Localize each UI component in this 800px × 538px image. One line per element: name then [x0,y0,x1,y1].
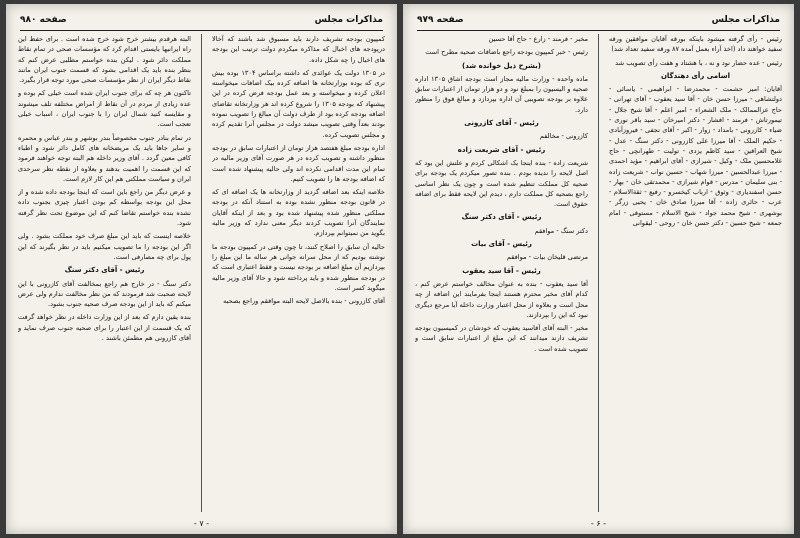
speaker-heading: رئیس - آقای دکتر سنگ [64,266,145,275]
speaker-heading: رئیس - آقای شریعت زاده [457,145,546,154]
paragraph: رئیس - رأی گرفته میشود باینکه بورقه آقایان موافقین ورقه سفید خواهند داد (اخذ آراء بعمل آمده ۸۷ ورقه سفید تعداد شد) [609,35,782,54]
left-page [6,4,397,534]
paragraph: در تمام بنادر جنوب مخصوصاً بندر بوشهر و بندر عباس و محمره و سایر جاها باید یک مریضخانه های کامل دائر شود و اطباء کافی معین گردد . آقای وزیر داخله هم البته توجه خواهند فرمود که این قسمت را اهمیت بدهند و بعلاوه از نقطه نظر سرحدی ایران و سیاست مملکتی هم این کار لازم است. [18,133,191,183]
right-page-header [417,12,780,31]
left-page-header [20,12,383,31]
voters-list: آقایان: امیر حشمت - محمدرضا - ابراهیمی - یاسائی - دولتشاهی - میرزا حسن خان - آقا سید یعقوب - آقای تهرانی - حاج عزالممالک - ملک الشعراء - امیر اعلم - آقا شیخ جلال - تیمورتاش - فرمند - افشار - دکتر امیرخان - سید باقر نوری - ضیاء - کازرونی - بامداد - زوار - اکبر - آقای نجفی - فیروزآبادی - حکیم الملک - آقا میرزا علی کازرونی - دکتر سنگ - عدل - شیخ العراقین - سید کاظم یزدی - تولیت - طهرانچی - حاج غلامحسین ملک - وکیل - شیرازی - آقای ابراهیم - مؤید احمدی - میرزا عبدالحسین - میرزا شهاب - حسین نواب - شریعت زاده - بنی سلیمان - مدرس - قوام شیرازی - محمدتقی خان - بهار - حسن اسفندیاری - وثوق - ارباب کیخسرو - رفیع - ثقةالاسلام - عرب - حائری زاده - آقا میرزا صادق خان - یحیی زرگر - بوشهری - شیخ محمد جواد - شیخ الاسلام - مستوفی - امام جمعه - شیخ حسین - دکتر حسن خان - روحی - لیقوانی [609,85,782,228]
paragraph: کازرونی - مخالفم [539,132,588,141]
speaker-heading: رئیس - آقای بیات [471,240,532,249]
reading-note: (بشرح ذیل خوانده شد) [462,61,541,70]
speaker-heading: رئیس - آقای کازرونی [464,119,539,128]
paragraph: مخبر - فرمند - زارع - حاج آقا حسین [488,35,588,43]
right-page-right-column [609,34,782,512]
left-page-right-column [212,34,385,512]
speaker-heading: رئیس - آقای دکتر سنگ [461,213,542,222]
left-page-left-column [18,34,191,512]
paragraph: شریعت زاده - بنده اینجا یک اشکالی کردم و علتش این بود که اصل لایحه را ندیده بودم . بنده تصور میکردم یک بودجه برای صحیه کل مملکت تنظیم شده است و چون یک نظر اساسی راجع بصحیه کل مملکت دارم ، دیدم این لایحه فقط برای اضافه حقوق است. [415,158,588,209]
paragraph: کمپیون بودجه تشریف دارند باید مسبوق شد باشند که آخالا درپودجه های اخبال که مذاکره میکردم دولت ترتیب این بودجه های اخبال را چه شکل داده. [212,35,385,64]
paragraph: مرتضی قلیخان بیات - موافقم [506,253,588,262]
paragraph: تاکنون هر چه که برای جنوب ایران شده است خیلی کم بوده و عده زیادی از مردم در آن نقاط از امراض مختلفه تلف میشوند و مقایسه کنید شمال ایران را با جنوب ایران ، اسباب خیلی تعجب است. [18,89,191,129]
paragraph: خلاصه اینکه بعد اضافه گردید از وزارتخانه ها یک اضافه ای که در قانون بودجه منظور نشده بوده به استناد آنکه در بودجه مملکتی منظور شده پیشنهاد شده بود و بعد از اینکه آقایان نمایندگان آنرا تصویب کردند دیگر معنی ندارد که وزیر مالیه بگوید من نمیتوانم بپردازم. [212,188,385,238]
voters-heading: اسامی رأی دهندگان [660,71,731,80]
paragraph: آقا سید یعقوب - بنده به عنوان مخالف خواستم عرض کنم ، کدام آقای مخبر محترم هستند اینجا بفرمایند این اضافه از چه محل است و بعلاوه از محل اعتبار وزارت داخله آیا مرجع دیگری نبود که این را بپردازند. [415,279,588,319]
book-spread [6,4,794,534]
speaker-heading: رئیس - آقا سید یعقوب [462,266,541,275]
right-header-title: مذاکرات مجلس [711,15,780,25]
paragraph: رئیس - عده حضار نود و نه ، با هشتاد و هفت رأی تصویب شد [615,58,782,67]
paragraph: رئیس - خبر کمپیون بودجه راجع باضافات صحیه مطرح است [425,48,588,57]
left-header-title: مذاکرات مجلس [314,15,383,25]
paragraph: البته هرقدم بیشتر خرج شود خرج شده است . برای حفظ این راه ایرانیها بایستی اقدام کرد که مؤسسات صحی در تمام نقاط مملکت دائر شود . لیکن بنده خواستم مطلبی عرض کنم که بنظر بنده باید یک اقدامی بشود که قسمت جنوب ایران مانند نقاط دیگر ایران از نظر مؤسسات صحی مورد توجه قرار بگیرد. [18,35,191,85]
paragraph: اداره بودجه مبلغ هفتصد هزار تومان از اعتبارات سابق در بودجه منظور داشته و تصویب کرده در هر صورت آقای وزیر مالیه در تمام این مدت اقدامی نکرده اند ولی حالیه پیشنهاد شده است که اضافه بودجه ها را تصویب کنیم. [212,143,385,183]
right-page [403,4,794,534]
paragraph: دکتر سنگ - در خارج هم راجع بمخالفت آقای کازرونی با این لایحه صحبت شد فرمودند که من نظر مخالفت ندارم ولی عرض میکنم که باید از این بودجه صرف صحیه جنوب بشود. [18,279,191,309]
paragraph: مخبر - البته آقای آقاسید یعقوب که خودشان در کمیسیون بودجه تشریف دارند میدانند که این مبلغ از اعتبارات سابق است و تصویب شده است . [415,324,588,353]
paragraph: ماده واحده - وزارت مالیه مجاز است بودجه اشاق ۱۳۰۵ اداره صحیه و الیسیون را بمبلغ نود و دو هزار تومان از اعتبارات سابق علاوه بر بودجه تصویبی آن اداره بپردازد و مبالغ فوق را منظور دارد. [415,74,588,114]
left-page-footer: - ۷ - [193,519,210,528]
left-header-page-number: صفحه ۹۸۰ [20,15,67,25]
paragraph: آقای کازرونی - بنده بالاصل لایحه البته موافقم وراجع بصحبه [223,297,385,306]
paragraph: حالیه آن سابق را اصلاح کنند، تا چون وقتی در کمپیون بودجه ما نوشته بودیم که از محل سرانه جوانی هر ساله ما این مبلغ را بپردازیم آن مبلغ اضافه بر بودجه نیست و فقط اعتباری است که در بودجه منظور شده و باید پرداخته شود و حالا آقای وزیر مالیه میگوید کسر است. [212,242,385,292]
right-page-footer: - ۶ - [590,519,607,528]
column-divider [598,34,599,512]
column-divider [201,34,202,512]
right-page-columns [415,34,782,512]
paragraph: دکتر سنگ - موافقم [534,226,588,235]
right-page-left-column [415,34,588,512]
paragraph: بنده یقین دارم که بعد از این وزارت داخله در نظر خواهد گرفت که یک قسمت از این اعتبار را برای صحیه جنوب صرف نماید و آقای کازرونی هم مطمئن باشند . [18,313,191,343]
paragraph: در ۱۳۰۵ دولت یک عوائدی که داشته براساس ۱۳۰۴ بوده بیش تری که بوده بوزارتخانه ها اضافه کرده بیک اضافات میخواسته اعلان کرده و میخواسته و بعد عمل بودجه فرض کرده در این پیشنهاد که بودجه ۱۳۰۵ را شروع کرده اند هر وزارتخانه تقاضای اضافه بودجه کرده بود از طرف دولت آن مبالغ را تصویب نموده بودند بعداً وقتی تصویب میشد دولت در مجلس آنرا تقدیم کرده و مجلس تصویب کرده. [212,68,385,139]
right-header-page-number: صفحه ۹۷۹ [417,15,464,25]
paragraph: خلاصه اینست که باید این مبلغ صرف خود مملکت بشود . ولی اگر این بودجه را ما تصویب میکنیم باید در نظر بگیرند که این پول برای چه مصارفی است. [18,232,191,261]
paragraph: و عرض دیگر من راجع باین است که اینجا بودجه داده شده و از محل این بودجه بواسطه کم بودن اعتبار چیزی بجنوب داده نشده بنده خواستم تقاضا کنم که این موضوع تحت نظر گرفته شود. [18,188,191,228]
left-page-columns [18,34,385,512]
